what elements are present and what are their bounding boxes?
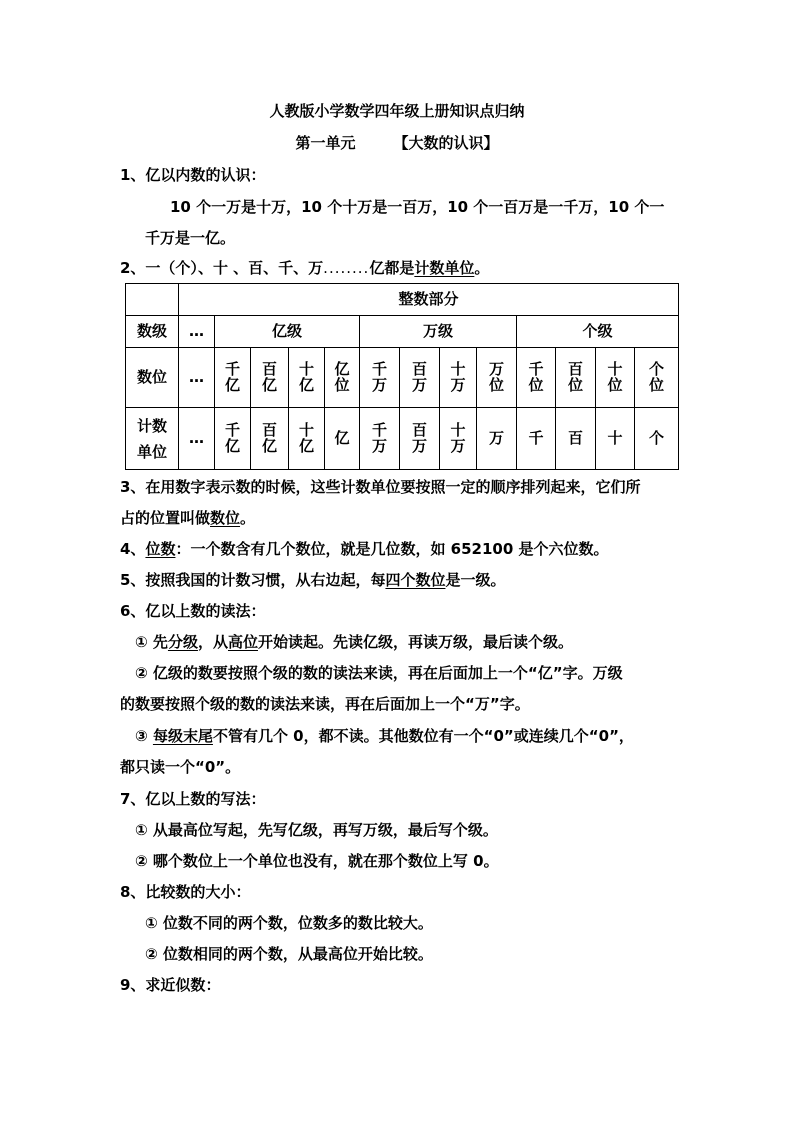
section-2-text-mid: 亿都是 <box>369 259 415 277</box>
section-7-point-1: ① 从最高位写起，先写亿级，再写万级，最后写个级。 <box>135 821 498 839</box>
level-ellipsis: … <box>179 316 215 348</box>
point-1-underlined-2: 高位 <box>227 633 258 651</box>
point-1-mid: ，从 <box>197 633 228 651</box>
section-5-underlined: 四个数位 <box>385 571 446 589</box>
place-cell <box>477 348 517 408</box>
point-1-underlined-1: 分级 <box>167 633 198 651</box>
unit-cell: 千 <box>517 408 556 470</box>
place-cell <box>400 348 440 408</box>
section-3-line-2 <box>120 508 255 528</box>
level-wan: 万级 <box>360 316 517 348</box>
place-text: 千万 <box>371 360 387 394</box>
unit-ellipsis: … <box>179 408 215 470</box>
section-7-heading: 7、亿以上数的写法： <box>120 790 266 808</box>
section-4 <box>120 539 609 559</box>
section-3-text: 占的位置叫做 <box>120 509 211 527</box>
section-6-point-3-line-2: 都只读一个“0”。 <box>120 758 241 776</box>
section-5-text: 5、按照我国的计数习惯，从右边起，每 <box>120 571 386 589</box>
section-7-point-2: ② 哪个数位上一个单位也没有，就在那个数位上写 0。 <box>135 852 499 870</box>
section-3-end: 。 <box>240 509 256 527</box>
document-title: 人教版小学数学四年级上册知识点归纳 <box>269 102 525 120</box>
unit-text: 百万 <box>411 421 427 455</box>
place-text: 万位 <box>488 360 504 394</box>
unit-cell <box>251 408 289 470</box>
place-text: 千亿 <box>224 360 240 394</box>
place-cell <box>251 348 289 408</box>
unit-name: 【大数的认识】 <box>393 134 499 152</box>
table-header-row <box>126 284 679 316</box>
unit-cell <box>400 408 440 470</box>
section-3-underlined: 数位 <box>210 509 241 527</box>
place-cell <box>635 348 679 408</box>
unit-cell <box>215 408 251 470</box>
place-cell <box>517 348 556 408</box>
row-label-unit-text: 计数单位 <box>136 416 167 461</box>
place-cell <box>325 348 360 408</box>
table-header-cell: 整数部分 <box>179 284 679 316</box>
place-text: 十亿 <box>298 360 314 394</box>
unit-label: 第一单元 <box>295 134 356 152</box>
place-cell <box>215 348 251 408</box>
row-label-place: 数位 <box>126 348 179 408</box>
place-ellipsis: … <box>179 348 215 408</box>
unit-cell <box>289 408 325 470</box>
section-4-text: ：一个数含有几个数位，就是几位数，如 652100 是个六位数。 <box>175 540 609 558</box>
unit-cell: 个 <box>635 408 679 470</box>
point-3-prefix: ③ <box>135 727 153 745</box>
unit-cell <box>440 408 477 470</box>
level-yi: 亿级 <box>215 316 360 348</box>
point-1-end: 开始读起。先读亿级，再读万级，最后读个级。 <box>257 633 573 651</box>
place-text: 千位 <box>528 360 544 394</box>
section-4-number: 4、 <box>120 540 146 558</box>
section-9-heading: 9、求近似数： <box>120 976 221 994</box>
place-text: 百位 <box>567 360 583 394</box>
table-place-row <box>126 348 679 408</box>
unit-cell <box>360 408 400 470</box>
unit-cell: 十 <box>596 408 635 470</box>
unit-cell: 亿 <box>325 408 360 470</box>
section-2-text: 2、一（个）、十 、百、千、万 <box>120 259 324 277</box>
section-8-heading: 8、比较数的大小： <box>120 883 251 901</box>
place-text: 亿位 <box>334 360 350 394</box>
unit-text: 十万 <box>450 421 466 455</box>
section-5-end: 是一级。 <box>445 571 506 589</box>
table-level-row <box>126 316 679 348</box>
row-label-level: 数级 <box>126 316 179 348</box>
section-2 <box>120 258 489 278</box>
place-text: 百万 <box>411 360 427 394</box>
section-8-point-2: ② 位数相同的两个数，从最高位开始比较。 <box>145 945 433 963</box>
place-cell <box>556 348 596 408</box>
place-value-table <box>125 283 679 470</box>
section-6-point-2-line-1: ② 亿级的数要按照个级的数的读法来读，再在后面加上一个“亿”字。万级 <box>135 664 623 682</box>
section-1-heading: 1、亿以内数的认识： <box>120 166 266 184</box>
section-2-dots: ........ <box>323 259 370 277</box>
place-text: 十万 <box>450 360 466 394</box>
section-6-heading: 6、亿以上数的读法： <box>120 602 266 620</box>
place-cell <box>440 348 477 408</box>
table-unit-row <box>126 408 679 470</box>
section-5 <box>120 570 505 590</box>
place-cell <box>360 348 400 408</box>
point-1-prefix: ① 先 <box>135 633 168 651</box>
section-3-line-1: 3、在用数字表示数的时候，这些计数单位要按照一定的顺序排列起来，它们所 <box>120 478 641 496</box>
section-1-line-1: 10 个一万是十万，10 个十万是一百万，10 个一百万是一千万，10 个一 <box>170 198 665 216</box>
unit-text: 千万 <box>371 421 387 455</box>
unit-text: 百亿 <box>261 421 277 455</box>
point-3-underlined: 每级末尾 <box>152 727 213 745</box>
section-4-underlined: 位数 <box>145 540 176 558</box>
unit-cell: 百 <box>556 408 596 470</box>
section-2-underlined: 计数单位 <box>414 259 475 277</box>
section-6-point-2-line-2: 的数要按照个级的数的读法来读，再在后面加上一个“万”字。 <box>120 695 530 713</box>
place-text: 十位 <box>607 360 623 394</box>
section-8-point-1: ① 位数不同的两个数，位数多的数比较大。 <box>145 914 433 932</box>
section-1-line-2: 千万是一亿。 <box>145 229 236 247</box>
section-6-point-1 <box>135 632 573 652</box>
place-text: 个位 <box>649 360 665 394</box>
unit-heading <box>0 133 794 153</box>
section-6-point-3-line-1 <box>135 726 634 746</box>
place-cell <box>289 348 325 408</box>
table-corner-cell <box>126 284 179 316</box>
level-ge: 个级 <box>517 316 679 348</box>
section-2-end: 。 <box>474 259 490 277</box>
point-3-end: 不管有几个 0，都不读。其他数位有一个“0”或连续几个“0”， <box>212 727 634 745</box>
unit-text: 千亿 <box>224 421 240 455</box>
place-cell <box>596 348 635 408</box>
place-text: 百亿 <box>261 360 277 394</box>
unit-cell: 万 <box>477 408 517 470</box>
row-label-unit <box>126 408 179 470</box>
unit-text: 十亿 <box>298 421 314 455</box>
